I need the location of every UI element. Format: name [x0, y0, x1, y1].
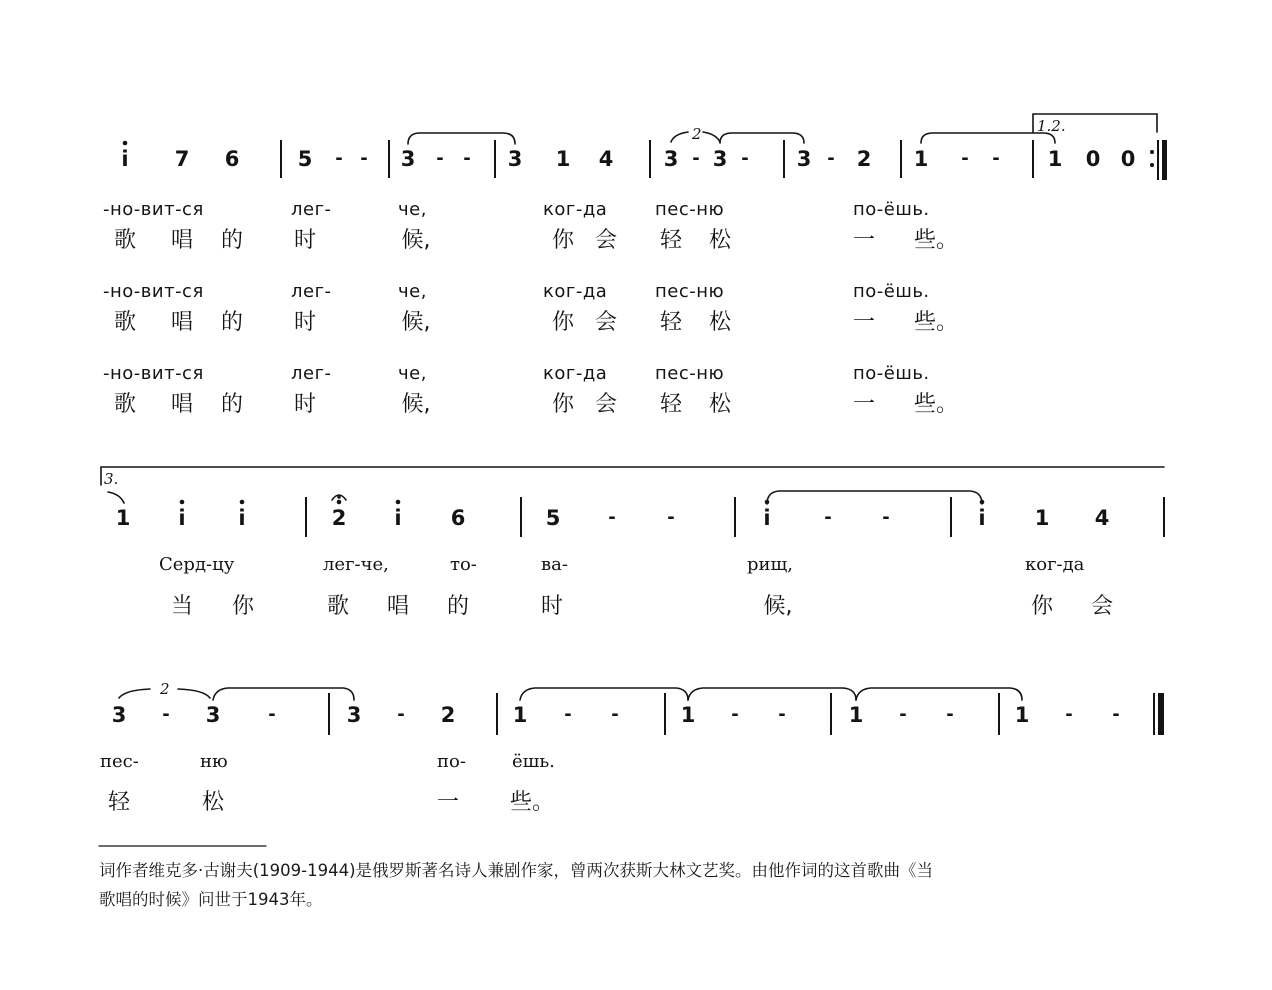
octave-dot: [980, 500, 985, 505]
lyric-ru: по-: [437, 751, 466, 772]
lyric-ru: по-ёшь.: [853, 363, 930, 384]
lyric-zh: 松: [708, 228, 732, 253]
lyric-ru: -но-вит-ся: [103, 363, 204, 384]
note: i: [121, 147, 129, 171]
lyric-zh: 轻: [659, 228, 683, 253]
slur: [856, 688, 1022, 700]
dash: -: [162, 704, 170, 725]
lyric-zh: 些。: [509, 790, 555, 815]
tuplet-number: 2: [692, 125, 702, 143]
lyric-zh: 松: [708, 392, 732, 417]
note: 0: [1120, 147, 1136, 171]
slur: [408, 133, 515, 144]
dash: -: [992, 148, 1000, 169]
dash: -: [564, 704, 572, 725]
dash: -: [824, 507, 832, 528]
lyric-ru: лег-: [291, 199, 332, 220]
lyric-zh: 轻: [659, 310, 683, 335]
lyric-zh: 候,: [401, 228, 431, 253]
note: 2: [331, 506, 347, 530]
dash: -: [436, 148, 444, 169]
footnote-line: 词作者维克多·古谢夫(1909-1944)是俄罗斯著名诗人兼剧作家，曾两次获斯大林文艺奖。由他作词的这首歌曲《当: [99, 861, 934, 880]
lyric-zh: 歌: [113, 228, 137, 253]
lyric-zh: 唱: [170, 228, 194, 253]
octave-dot: [765, 500, 770, 505]
lyric-ru: че,: [398, 363, 427, 384]
lyric-zh: 你: [551, 228, 575, 253]
tuplet-slur: [119, 689, 150, 698]
note: 3: [507, 147, 523, 171]
lyric-zh: 的: [220, 392, 244, 417]
note: 4: [598, 147, 614, 171]
lyric-zh: 会: [594, 392, 618, 417]
note: 1: [680, 703, 696, 727]
lyric-zh: 唱: [170, 392, 194, 417]
lyric-zh: 时: [293, 228, 317, 253]
note: i: [178, 506, 186, 530]
lyric-ru: -но-вит-ся: [103, 281, 204, 302]
note: i: [394, 506, 402, 530]
lyric-zh: 歌: [113, 392, 137, 417]
note: 3: [712, 147, 728, 171]
volta-label: 1.2.: [1037, 117, 1066, 135]
lyric-zh: 一: [852, 228, 876, 253]
lyric-zh: 松: [708, 310, 732, 335]
volta-label: 3.: [104, 470, 119, 488]
lyric-zh: 你: [231, 594, 255, 619]
dash: -: [1112, 704, 1120, 725]
note: 1: [1047, 147, 1063, 171]
octave-dot: [240, 500, 245, 505]
note: 3: [796, 147, 812, 171]
dash: -: [692, 148, 700, 169]
lyric-zh: 的: [220, 228, 244, 253]
lyric-zh: 当: [170, 594, 194, 619]
dash: -: [360, 148, 368, 169]
lyric-zh: 会: [594, 310, 618, 335]
dash: -: [899, 704, 907, 725]
slur: [720, 133, 804, 143]
lyric-ru: ког-да: [1025, 554, 1085, 575]
octave-dot: [396, 500, 401, 505]
note: 5: [545, 506, 561, 530]
lyric-zh: 松: [201, 790, 225, 815]
note: 1: [555, 147, 571, 171]
lyric-ru: по-ёшь.: [853, 199, 930, 220]
slur: [108, 492, 124, 503]
dash: -: [611, 704, 619, 725]
lyric-zh: 唱: [170, 310, 194, 335]
note: 0: [1085, 147, 1101, 171]
lyric-zh: 你: [1030, 594, 1054, 619]
note: 1: [848, 703, 864, 727]
lyric-zh: 时: [293, 392, 317, 417]
note: 4: [1094, 506, 1110, 530]
lyric-ru: ког-да: [543, 281, 608, 302]
dash: -: [882, 507, 890, 528]
lyric-zh: 会: [1090, 594, 1114, 619]
lyric-zh: 的: [220, 310, 244, 335]
dash: -: [827, 148, 835, 169]
lyric-zh: 歌: [326, 594, 350, 619]
tuplet-slur: [178, 689, 210, 698]
tuplet-slur: [671, 132, 688, 142]
note: 6: [224, 147, 240, 171]
note: 3: [663, 147, 679, 171]
lyric-ru: пес-ню: [655, 281, 725, 302]
dash: -: [1065, 704, 1073, 725]
octave-dot: [337, 500, 342, 505]
lyric-ru: пес-: [100, 751, 139, 772]
lyric-zh: 轻: [659, 392, 683, 417]
volta-bracket: [1033, 114, 1157, 135]
lyric-ru: пес-ню: [655, 363, 725, 384]
lyric-ru: ню: [200, 751, 228, 772]
fermata-dot: [337, 495, 341, 499]
lyric-ru: лег-: [291, 363, 332, 384]
slur: [767, 491, 982, 504]
lyric-zh: 候,: [401, 392, 431, 417]
tuplet-slur: [703, 132, 720, 142]
note: 2: [856, 147, 872, 171]
lyric-ru: Серд-цу: [159, 554, 235, 575]
lyric-zh: 一: [852, 392, 876, 417]
lyric-ru: по-ёшь.: [853, 281, 930, 302]
note: 3: [205, 703, 221, 727]
dash: -: [778, 704, 786, 725]
lyric-zh: 时: [540, 594, 564, 619]
note: 1: [115, 506, 131, 530]
lyric-ru: рищ,: [747, 554, 793, 575]
lyric-zh: 一: [436, 790, 460, 815]
note: 1: [913, 147, 929, 171]
lyric-ru: ког-да: [543, 199, 608, 220]
lyric-ru: че,: [398, 199, 427, 220]
note: 6: [450, 506, 466, 530]
dash: -: [741, 148, 749, 169]
lyric-zh: 你: [551, 392, 575, 417]
dash: -: [608, 507, 616, 528]
lyric-zh: 歌: [113, 310, 137, 335]
tuplet-number: 2: [160, 680, 170, 698]
footnote-line: 歌唱的时候》问世于1943年。: [99, 890, 323, 909]
lyric-zh: 些。: [913, 228, 959, 253]
lyric-zh: 候,: [763, 594, 793, 619]
lyric-zh: 一: [852, 310, 876, 335]
dash: -: [946, 704, 954, 725]
note: 1: [512, 703, 528, 727]
lyric-zh: 时: [293, 310, 317, 335]
dash: -: [731, 704, 739, 725]
note: i: [763, 506, 771, 530]
lyric-ru: ва-: [541, 554, 568, 575]
note: 5: [297, 147, 313, 171]
lyric-zh: 唱: [386, 594, 410, 619]
note: 2: [440, 703, 456, 727]
dash: -: [961, 148, 969, 169]
note: 7: [174, 147, 190, 171]
lyric-zh: 候,: [401, 310, 431, 335]
slur: [688, 688, 856, 700]
octave-dot: [180, 500, 185, 505]
lyric-zh: 些。: [913, 392, 959, 417]
lyric-ru: лег-че,: [323, 554, 389, 575]
lyric-ru: -но-вит-ся: [103, 199, 204, 220]
dash: -: [667, 507, 675, 528]
dash: -: [335, 148, 343, 169]
slur: [520, 688, 688, 700]
note: i: [978, 506, 986, 530]
lyric-zh: 的: [446, 594, 470, 619]
note: i: [238, 506, 246, 530]
lyric-ru: лег-: [291, 281, 332, 302]
lyric-zh: 些。: [913, 310, 959, 335]
note: 1: [1014, 703, 1030, 727]
note: 3: [346, 703, 362, 727]
dash: -: [268, 704, 276, 725]
lyric-ru: пес-ню: [655, 199, 725, 220]
lyric-zh: 轻: [107, 790, 131, 815]
note: 3: [400, 147, 416, 171]
lyric-zh: 会: [594, 228, 618, 253]
slur: [921, 133, 1055, 143]
lyric-ru: то-: [450, 554, 477, 575]
slur: [213, 688, 354, 700]
dash: -: [397, 704, 405, 725]
note: 3: [111, 703, 127, 727]
lyric-ru: ёшь.: [512, 751, 555, 772]
lyric-ru: че,: [398, 281, 427, 302]
dash: -: [463, 148, 471, 169]
note: 1: [1034, 506, 1050, 530]
octave-dot: [123, 141, 128, 146]
lyric-ru: ког-да: [543, 363, 608, 384]
lyric-zh: 你: [551, 310, 575, 335]
